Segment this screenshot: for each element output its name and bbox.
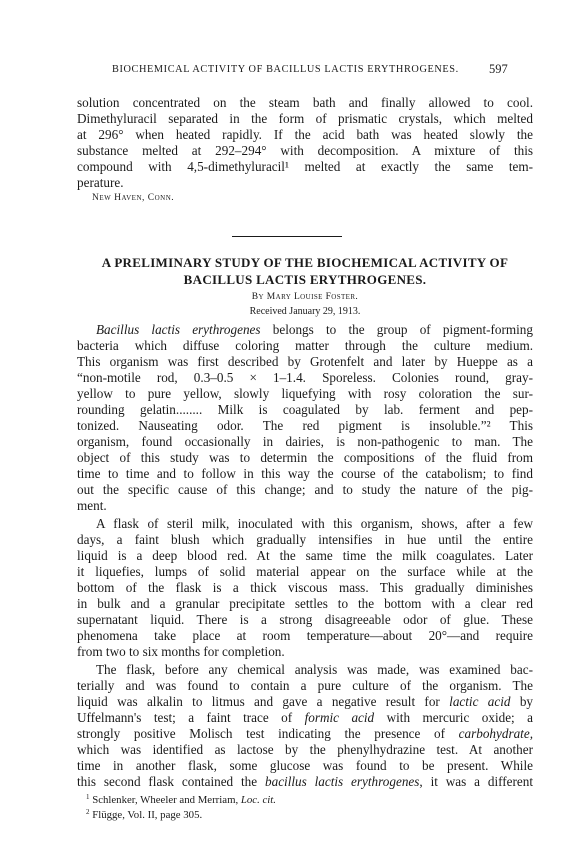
paragraph-line: rounding gelatin........ Milk is coagulated by lab. ferment and pep- (77, 402, 533, 417)
footnote-2 (86, 808, 202, 821)
paragraph-text: by (510, 694, 533, 709)
page-number: 597 (489, 62, 508, 76)
paragraph-line: days, a faint blush which gradually intensifies in hue until the entire (77, 532, 533, 547)
italic-term: bacillus lactis erythrogenes (265, 774, 420, 789)
article-title-line-1: A PRELIMINARY STUDY OF THE BIOCHEMICAL ACTIVITY OF (101, 255, 509, 270)
footnote-marker: 2 (86, 808, 90, 816)
paragraph-line: terially and was found to contain a pure culture of the organism. The (77, 678, 533, 693)
paragraph-line: organism, found occasionally in dairies, is non-pathogenic to man. The (77, 434, 533, 449)
paragraph-line: bacteria which diffuse coloring matter through the culture medium. (77, 338, 533, 353)
article-title-line-2: BACILLUS LACTIS ERYTHROGENES. (183, 272, 427, 287)
paragraph-line: time to time and to follow in this way the course of the catabolism; to find (77, 466, 533, 481)
prev-article-line: solution concentrated on the steam bath and finally allowed to cool. (77, 95, 533, 110)
paragraph-line (77, 726, 533, 742)
paragraph-text: Uffelmann's test; a faint trace of (77, 710, 305, 725)
italic-term: formic acid (304, 710, 375, 725)
paragraph-line: This organism was first described by Grotenfelt and later by Hueppe as a (77, 354, 533, 369)
paragraph-line: ment. (77, 498, 107, 513)
prev-article-line: compound with 4,5-dimethyluracil¹ melted at exactly the same tem- (77, 159, 533, 174)
footnote-1 (86, 793, 276, 806)
footnote-text: Schlenker, Wheeler and Merriam, (89, 794, 241, 806)
paragraph-line: object of this study was to determin the compositions of the fluid from (77, 450, 533, 465)
paragraph-line: from two to six months for completion. (77, 644, 285, 659)
paragraph-line: which was identified as lactose by the phenylhydrazine test. At another (77, 742, 533, 757)
paragraph-line (77, 774, 533, 790)
paragraph-line (96, 322, 533, 338)
section-divider (232, 236, 342, 237)
paragraph-line: The flask, before any chemical analysis was made, was examined bac- (96, 662, 533, 677)
paragraph-line: A flask of steril milk, inoculated with this organism, shows, after a few (96, 516, 533, 531)
running-head: BIOCHEMICAL ACTIVITY OF BACILLUS LACTIS ERYTHROGENES. (112, 64, 459, 75)
byline: By Mary Louise Foster. (251, 292, 359, 302)
paragraph-line (77, 694, 533, 710)
footnote-marker: 1 (86, 793, 90, 801)
paragraph-text: with mercuric oxide; a (374, 710, 533, 725)
place-line: New Haven, Conn. (92, 193, 175, 203)
paragraph-line: in bulk and a granular precipitate settles to the bottom with a clear red (77, 596, 533, 611)
paragraph-line: “non-motile rod, 0.3–0.5 × 1–1.4. Sporeless. Colonies round, gray- (77, 370, 533, 385)
paragraph-text: , it was a different (419, 774, 533, 789)
prev-article-line: at 296° when heated rapidly. If the acid bath was heated slowly the (77, 127, 533, 142)
prev-article-line: substance melted at 292–294° with decomposition. A mixture of this (77, 143, 533, 158)
italic-term: lactic acid (449, 694, 511, 709)
footnote-italic: Loc. cit. (240, 794, 276, 806)
received-date: Received January 29, 1913. (249, 306, 361, 317)
footnote-text: Flügge, Vol. II, page 305. (89, 809, 203, 821)
paragraph-line: yellow to pure yellow, slowly liquefying with rosy coloration the sur- (77, 386, 533, 401)
paragraph-line: time in another flask, some glucose was found to be present. While (77, 758, 533, 773)
paragraph-line (77, 710, 533, 726)
prev-article-line: Dimethyluracil separated in the form of prismatic crystals, which melted (77, 111, 533, 126)
paragraph-line: out the specific cause of this change; and to study the nature of the pig- (77, 482, 533, 497)
paragraph-line: liquid is a deep blood red. At the same time the milk coagulates. Later (77, 548, 533, 563)
paragraph-line: it liquefies, lumps of solid material appear on the surface while at the (77, 564, 533, 579)
paragraph-line: tonized. Nauseating odor. The red pigment is insoluble.”² This (77, 418, 533, 433)
paragraph-text: belongs to the group of pigment-forming (260, 322, 533, 337)
paragraph-line: bottom of the flask is a thick viscous mass. This gradually diminishes (77, 580, 533, 595)
species-name: Bacillus lactis erythrogenes (96, 322, 261, 337)
paragraph-text: this second flask contained the (77, 774, 265, 789)
paragraph-line: phenomena take place at room temperature—about 20°—and require (77, 628, 533, 643)
italic-term: carbohydrate, (458, 726, 533, 741)
paragraph-text: liquid was alkalin to litmus and gave a negative result for (77, 694, 450, 709)
paragraph-text: strongly positive Molisch test indicating the presence of (77, 726, 459, 741)
prev-article-line: perature. (77, 175, 124, 190)
paragraph-line: supernatant liquid. There is a strong disagreeable odor of glue. These (77, 612, 533, 627)
